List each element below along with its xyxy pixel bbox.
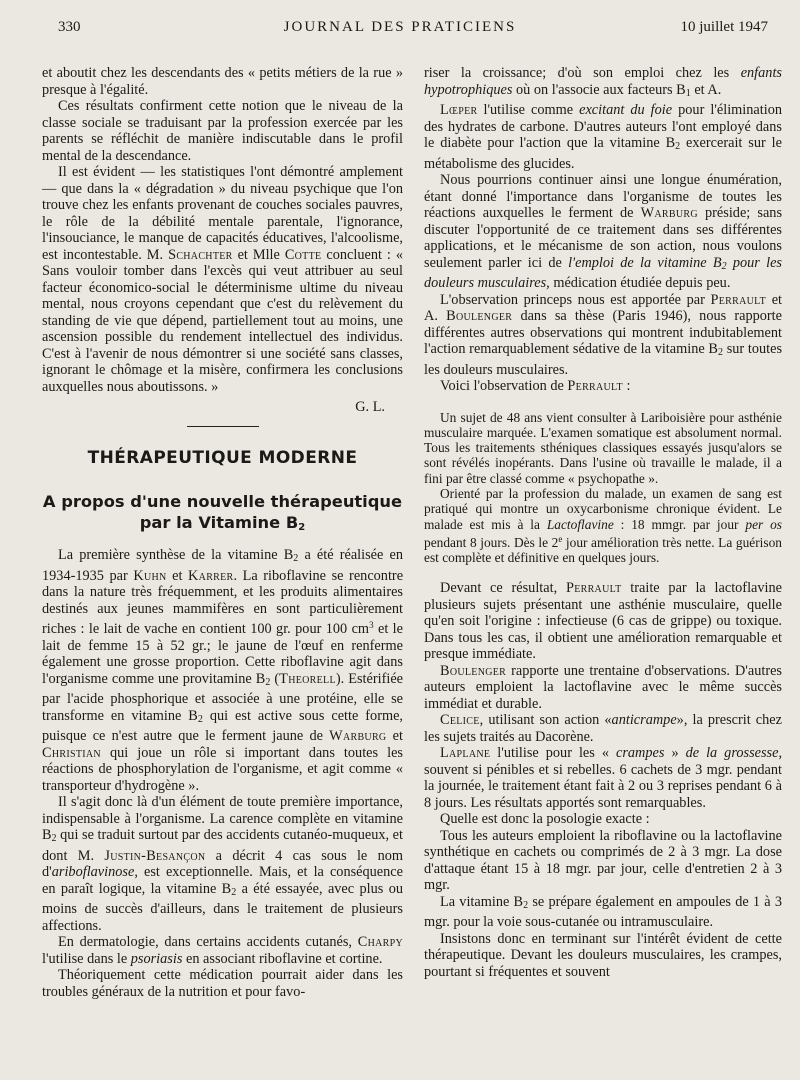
- paragraph: Quelle est donc la posologie exacte :: [440, 811, 650, 828]
- journal-title: JOURNAL DES PRATICIENS: [283, 19, 517, 35]
- paragraph: Laplane l'utilise pour les « crampes » de la grossesse, souvent si pénibles et si rebelles. 6 cachets de 3 mgr. pendant la journée, le traitement étant fait à 2 ou 3 reprises pendant 6 à 8 jours. Les résultats apportés sont remarquables.: [424, 745, 783, 811]
- paragraph: La vitamine $B_2$ se prépare également en ampoules de 1 à 3 mgr. pour la voie sous-cutanée ou intramusculaire.: [424, 893, 782, 931]
- paragraph: Celice, utilisant son action «anticrampe», la prescrit chez les sujets traités au Dacorène.: [424, 712, 782, 745]
- divider: [187, 426, 259, 427]
- paragraph: Théoriquement cette médication pourrait aider dans les troubles généraux de la nutrition et pour favo-: [42, 967, 403, 1000]
- author-name: Cotte: [284, 246, 322, 263]
- case-observation: [424, 410, 782, 566]
- paragraph: Ces résultats confirment cette notion que le niveau de la classe sociale se traduisant par la profession exercée par les parents se réfléchit de manière indiscutable dans le profil mental de la descendance.: [42, 98, 403, 164]
- paragraph: Un sujet de 48 ans vient consulter à Lariboisière pour asthénie musculaire marquée. L'examen somatique est absolument normal. Tous les traitements sthéniques classiques essayés jusqu'alors se sont révélés inopérants. Dans l'usine où travaille le malade, il a fini par être classé comme « psychopathe ».: [424, 409, 782, 486]
- paragraph: La première synthèse de la vitamine $B_2$ a été réalisée en 1934-1935 par Kuhn et Karrer. La riboflavine se rencontre dans la nature très fréquemment, et les produits alimentaires destinés aux jeunes mammifères en sont particulièrement riches : le lait de vache en contient 100 gr. pour 100 $cm^3$ et le lait de femme 15 à 52 gr.; le jaune de l'œuf en renferme également une grosse proportion. Cette riboflavine agit dans l'organisme comme une provitamine $B_2$ (Theorell). Estérifiée par l'acide phosphorique et associée à une protéine, elle se transforme en vitamine $B_2$ qui est active sous cette forme, puisque ce n'est autre que le ferment jaune de Warburg et Christian qui joue un rôle si important dans toutes les réactions de phosphorylation de l'organisme, et agit comme « transporteur d'hydrogène ».: [42, 547, 404, 794]
- right-column: [424, 65, 782, 980]
- paragraph: Boulenger rapporte une trentaine d'observations. D'autres auteurs emploient la lactoflavine avec le même succès immédiat et durable.: [424, 662, 782, 712]
- paragraph: L'observation princeps nous est apportée par Perrault et A. Boulenger dans sa thèse (Paris 1946), nous rapporte différentes autres observations qui montrent indubitablement l'action remarquablement sédative de la vitamine $B_2$ sur toutes les douleurs musculaires.: [424, 291, 783, 378]
- paragraph: et aboutit chez les descendants des « petits métiers de la rue » presque à l'égalité.: [42, 65, 403, 98]
- signature: G. L.: [355, 399, 385, 415]
- paragraph: Il s'agit donc là d'un élément de toute première importance, indispensable à l'organisme. La carence complète en vitamine $B_2$ qui se traduit surtout par des accidents cutanéo-muqueux, et dont M. Justin-Besançon a décrit 4 cas sous le nom d'ariboflavinose, est exceptionnelle. Mais, et la conséquence en paraît logique, la vitamine $B_2$ a été essayée, avec plus ou moins de succès d'ailleurs, dans le traitement de plusieurs affections.: [42, 794, 404, 934]
- author-name: Schachter: [168, 246, 233, 263]
- left-column: [42, 65, 403, 1000]
- paragraph: Tous les auteurs emploient la riboflavine ou la lactoflavine synthétique en cachets ou comprimés de 2 à 3 mgr. La dose d'attaque étant 15 à 18 mgr. par jour, celle d'entretien 2 à 3 mgr.: [424, 827, 782, 894]
- paragraph: Voici l'observation de Perrault :: [440, 378, 631, 394]
- paragraph: Nous pourrions continuer ainsi une longue énumération, étant donné l'importance dans l'organisme de toutes les réactions auxquelles le ferment de Warburg préside; sans discuter l'opportunité de ce traitement dans ses différentes applications, et le mécanisme de son action, nous voulons seulement parler ici de l'emploi de la vitamine $B_2$ pour les douleurs musculaires, médication étudiée depuis peu.: [424, 172, 783, 291]
- section-title: THÉRAPEUTIQUE MODERNE: [87, 448, 358, 468]
- paragraph: Insistons donc en terminant sur l'intérêt évident de cette thérapeutique. Devant les douleurs musculaires, les crampes, pourtant si fréquentes et souvent: [424, 930, 782, 980]
- paragraph: Orienté par la profession du malade, un examen de sang est pratiqué qui montre un oxycarbonisme chronique évident. Le malade est mis à la Lactoflavine : 18 mmgr. par jour per os pendant 8 jours. Dès le 2e jour amélioration très nette. La guérison est complète et définitive en quelques jours.: [424, 485, 782, 566]
- paragraph: riser la croissance; d'où son emploi chez les enfants hypotrophiques où on l'associe aux facteurs $B_1$ et A.: [424, 65, 782, 99]
- paragraph: Devant ce résultat, Perrault traite par la lactoflavine plusieurs sujets présentant une asthénie musculaire, quelle qu'en soit l'origine : infectieuse (6 cas de grippe) ou toxique. Dans tous les cas, il obtient une amélioration remarquable et presque immédiate.: [424, 580, 783, 663]
- issue-date: 10 juillet 1947: [680, 19, 768, 35]
- running-header: [0, 19, 800, 41]
- article-title: A propos d'une nouvelle thérapeutique par la Vitamine $B_2$: [42, 492, 403, 533]
- paragraph: Il est évident — les statistiques l'ont démontré amplement — que dans la « dégradation » du niveau psychique que l'on trouve chez les enfants provenant de couches sociales pauvres, le rôle de la débilité mentale parentale, l'ignorance, l'insouciance, le manque de capacités éducatives, l'alcoolisme, est incontestable. M. Schachter et Mlle Cotte concluent : « Sans vouloir tomber dans l'excès qui veut attribuer au seul facteur économico-social le déterminisme ultime du niveau mental, nous croyons cependant que c'est du relèvement du standing de vie que dépend, partiellement tout au moins, une ascension possible du rendement intellectuel des individus. C'est à l'avenir de nous démontrer si une société sans classes, ignorant le chômage et la misère, confirmera les conclusions auxquelles nous aboutissons. »: [42, 164, 404, 395]
- page-number: 330: [58, 19, 81, 35]
- paragraph: Lœper l'utilise comme excitant du foie pour l'élimination des hydrates de carbone. D'autres auteurs l'ont employé dans le diabète pour l'action que la vitamine $B_2$ exercerait sur le métabolisme des glucides.: [424, 102, 783, 172]
- paragraph: En dermatologie, dans certains accidents cutanés, Charpy l'utilise dans le psoriasis en associant riboflavine et cortine.: [42, 934, 403, 967]
